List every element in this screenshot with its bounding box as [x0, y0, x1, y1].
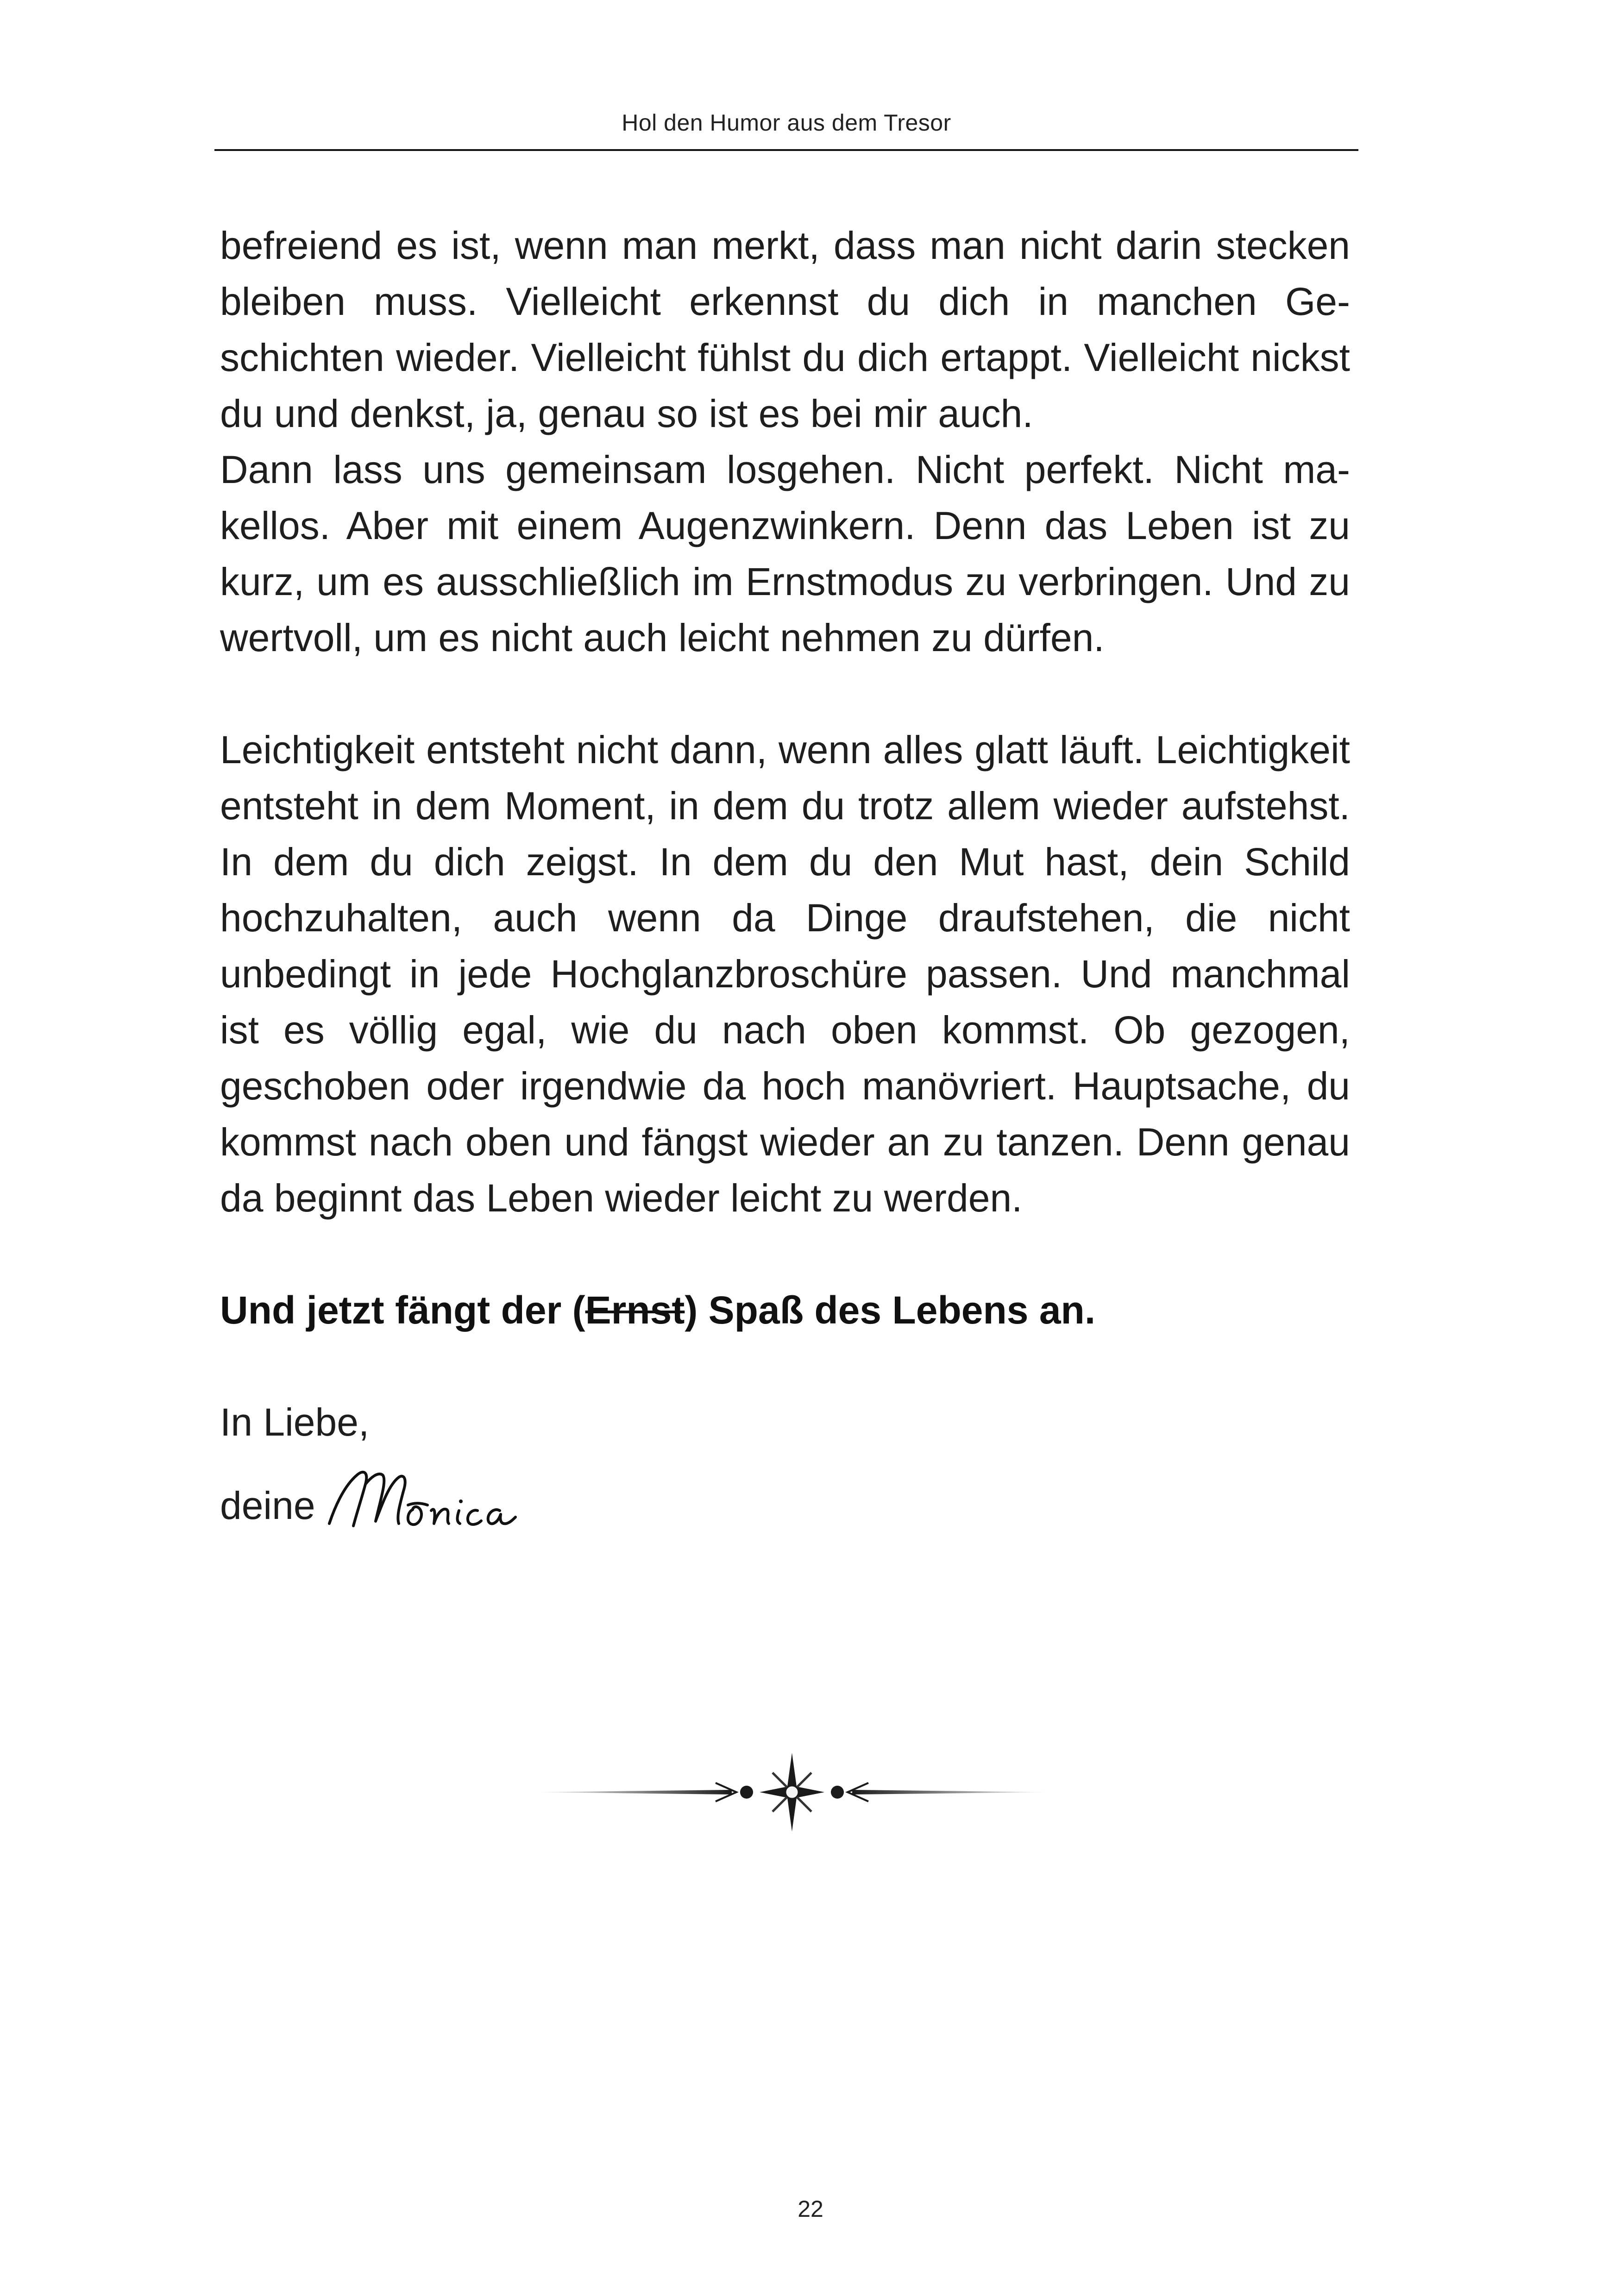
paragraph-spacer [220, 1338, 1350, 1394]
paragraph-2: Dann lass uns gemeinsam losgehen. Nicht perfekt. Nicht makellos. Aber mit einem Augenzwinkern. Denn das Leben ist zu kurz, um es ausschließlich im Ernstmodus zu verbringen. Und zu wertvoll, um es nicht auch leicht nehmen zu dürfen. [220, 448, 1350, 659]
page-number: 22 [798, 2196, 823, 2222]
body-text [220, 218, 1350, 1534]
ornament-divider [533, 1746, 1051, 1838]
running-header: Hol den Humor aus dem Tresor [622, 110, 951, 136]
closing-text-after: ) Spaß des Lebens an. [685, 1288, 1096, 1332]
paragraph-1: befreiend es ist, wenn man merkt, dass man nicht darin stecken bleiben muss. Vielleicht erkennst du dich in manchen Geschichten wieder. Vielleicht fühlst du dich ertappt. Vielleicht nickst du und denkst, ja, genau so ist es bei mir auch. [220, 224, 1350, 435]
paragraph-spacer [220, 666, 1350, 722]
signoff-prefix: deine [220, 1484, 315, 1527]
signoff-line [220, 1455, 1350, 1534]
header-rule [214, 149, 1358, 151]
greeting: In Liebe, [220, 1400, 370, 1444]
closing-text-before: Und jetzt fängt der ( [220, 1288, 585, 1332]
paragraph-spacer [220, 1226, 1350, 1282]
signature-monica [325, 1459, 565, 1537]
paragraph-3: Leichtigkeit entsteht nicht dann, wenn alles glatt läuft. Leichtigkeit entsteht in dem Moment, in dem du trotz allem wieder aufstehst. In dem du dich zeigst. In dem du den Mut hast, dein Schild hochzuhalten, auch wenn da Dinge draufstehen, die nicht unbedingt in jede Hochglanzbroschüre passen. Und manchmal ist es völlig egal, wie du nach oben kommst. Ob gezogen, geschoben oder irgendwie da hoch manövriert. Hauptsache, du kommst nach oben und fängst wieder an zu tanzen. Denn genau da beginnt das Leben wieder leicht zu werden. [220, 728, 1350, 1220]
closing-line [220, 1282, 1350, 1338]
struck-word: Ernst [585, 1288, 685, 1332]
